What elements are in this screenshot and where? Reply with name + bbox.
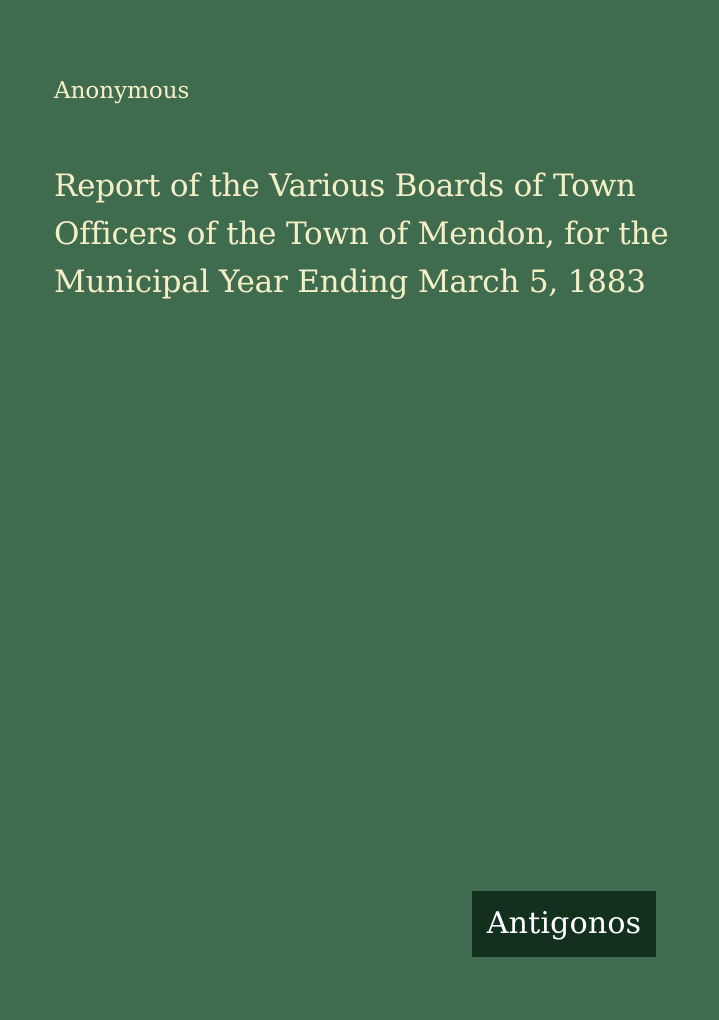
author-name: Anonymous	[54, 78, 190, 104]
publisher-badge	[472, 891, 656, 957]
book-title: Report of the Various Boards of Town Officers of the Town of Mendon, for the Municipal Year Ending March 5, 1883	[54, 168, 669, 300]
publisher-name: Antigonos	[486, 906, 642, 941]
